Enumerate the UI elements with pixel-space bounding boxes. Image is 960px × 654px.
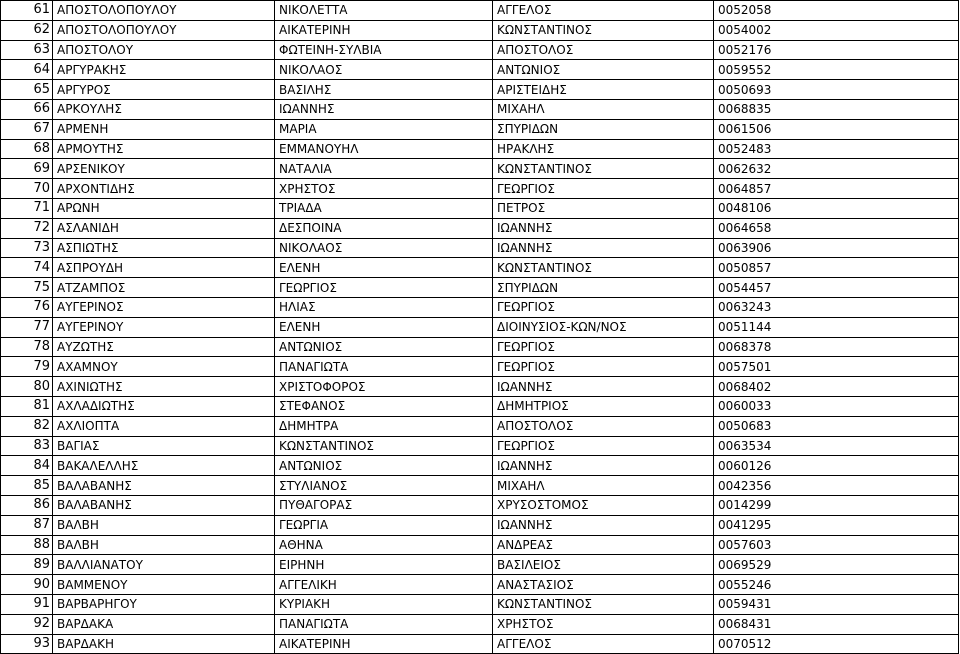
table-row bbox=[1, 139, 959, 159]
table-row bbox=[1, 357, 959, 377]
surname-cell: ΑΣΛΑΝΙΔΗ bbox=[53, 218, 275, 238]
registration-code-cell: 0050683 bbox=[714, 416, 959, 436]
father-name-cell: ΓΕΩΡΓΙΟΣ bbox=[493, 436, 714, 456]
first-name-cell: ΠΑΝΑΓΙΩΤΑ bbox=[275, 357, 493, 377]
row-number: 77 bbox=[1, 317, 53, 337]
surname-cell: ΑΡΚΟΥΛΗΣ bbox=[53, 99, 275, 119]
father-name-cell: ΑΠΟΣΤΟΛΟΣ bbox=[493, 40, 714, 60]
father-name-cell: ΚΩΝΣΤΑΝΤΙΝΟΣ bbox=[493, 20, 714, 40]
first-name-cell: ΧΡΗΣΤΟΣ bbox=[275, 179, 493, 199]
surname-cell: ΑΡΩΝΗ bbox=[53, 198, 275, 218]
first-name-cell: ΦΩΤΕΙΝΗ-ΣΥΛΒΙΑ bbox=[275, 40, 493, 60]
row-number: 69 bbox=[1, 159, 53, 179]
surname-cell: ΑΥΖΩΤΗΣ bbox=[53, 337, 275, 357]
row-number: 64 bbox=[1, 60, 53, 80]
father-name-cell: ΑΓΓΕΛΟΣ bbox=[493, 634, 714, 654]
table-row bbox=[1, 555, 959, 575]
first-name-cell: ΚΩΝΣΤΑΝΤΙΝΟΣ bbox=[275, 436, 493, 456]
row-number: 65 bbox=[1, 80, 53, 100]
surname-cell: ΑΡΓΥΡΟΣ bbox=[53, 80, 275, 100]
row-number: 68 bbox=[1, 139, 53, 159]
first-name-cell: ΑΘΗΝΑ bbox=[275, 535, 493, 555]
registration-code-cell: 0068378 bbox=[714, 337, 959, 357]
surname-cell: ΒΑΛΛΙΑΝΑΤΟΥ bbox=[53, 555, 275, 575]
first-name-cell: ΣΤΕΦΑΝΟΣ bbox=[275, 396, 493, 416]
surname-cell: ΒΑΛΒΗ bbox=[53, 535, 275, 555]
table-row bbox=[1, 258, 959, 278]
first-name-cell: ΝΙΚΟΛΕΤΤΑ bbox=[275, 1, 493, 21]
row-number: 92 bbox=[1, 614, 53, 634]
registration-code-cell: 0051144 bbox=[714, 317, 959, 337]
row-number: 72 bbox=[1, 218, 53, 238]
row-number: 81 bbox=[1, 396, 53, 416]
father-name-cell: ΧΡΗΣΤΟΣ bbox=[493, 614, 714, 634]
row-number: 74 bbox=[1, 258, 53, 278]
table-row bbox=[1, 456, 959, 476]
registration-code-cell: 0014299 bbox=[714, 495, 959, 515]
father-name-cell: ΚΩΝΣΤΑΝΤΙΝΟΣ bbox=[493, 594, 714, 614]
table-row bbox=[1, 634, 959, 654]
father-name-cell: ΜΙΧΑΗΛ bbox=[493, 99, 714, 119]
registration-code-cell: 0041295 bbox=[714, 515, 959, 535]
table-row bbox=[1, 40, 959, 60]
row-number: 86 bbox=[1, 495, 53, 515]
surname-cell: ΑΧΛΙΟΠΤΑ bbox=[53, 416, 275, 436]
first-name-cell: ΗΛΙΑΣ bbox=[275, 297, 493, 317]
first-name-cell: ΠΑΝΑΓΙΩΤΑ bbox=[275, 614, 493, 634]
table-row bbox=[1, 515, 959, 535]
table-row bbox=[1, 317, 959, 337]
table-row bbox=[1, 297, 959, 317]
surname-cell: ΑΡΣΕΝΙΚΟΥ bbox=[53, 159, 275, 179]
row-number: 91 bbox=[1, 594, 53, 614]
surname-cell: ΒΑΛΒΗ bbox=[53, 515, 275, 535]
table-row bbox=[1, 614, 959, 634]
registration-code-cell: 0060126 bbox=[714, 456, 959, 476]
first-name-cell: ΜΑΡΙΑ bbox=[275, 119, 493, 139]
row-number: 84 bbox=[1, 456, 53, 476]
father-name-cell: ΔΙΟΙΝΥΣΙΟΣ-ΚΩΝ/ΝΟΣ bbox=[493, 317, 714, 337]
row-number: 61 bbox=[1, 1, 53, 21]
registration-code-cell: 0054002 bbox=[714, 20, 959, 40]
row-number: 66 bbox=[1, 99, 53, 119]
father-name-cell: ΓΕΩΡΓΙΟΣ bbox=[493, 337, 714, 357]
father-name-cell: ΓΕΩΡΓΙΟΣ bbox=[493, 357, 714, 377]
first-name-cell: ΤΡΙΑΔΑ bbox=[275, 198, 493, 218]
registration-code-cell: 0055246 bbox=[714, 575, 959, 595]
table-row bbox=[1, 377, 959, 397]
surname-cell: ΑΥΓΕΡΙΝΟΥ bbox=[53, 317, 275, 337]
father-name-cell: ΙΩΑΝΝΗΣ bbox=[493, 238, 714, 258]
registration-code-cell: 0057501 bbox=[714, 357, 959, 377]
surname-cell: ΑΠΟΣΤΟΛΟΠΟΥΛΟΥ bbox=[53, 1, 275, 21]
table-row bbox=[1, 416, 959, 436]
first-name-cell: ΑΙΚΑΤΕΡΙΝΗ bbox=[275, 20, 493, 40]
surname-cell: ΑΡΜΕΝΗ bbox=[53, 119, 275, 139]
table-row bbox=[1, 159, 959, 179]
first-name-cell: ΓΕΩΡΓΙΑ bbox=[275, 515, 493, 535]
row-number: 73 bbox=[1, 238, 53, 258]
registration-code-cell: 0052483 bbox=[714, 139, 959, 159]
registration-code-cell: 0068431 bbox=[714, 614, 959, 634]
first-name-cell: ΑΝΤΩΝΙΟΣ bbox=[275, 337, 493, 357]
first-name-cell: ΑΝΤΩΝΙΟΣ bbox=[275, 456, 493, 476]
father-name-cell: ΑΝΤΩΝΙΟΣ bbox=[493, 60, 714, 80]
father-name-cell: ΚΩΝΣΤΑΝΤΙΝΟΣ bbox=[493, 159, 714, 179]
row-number: 62 bbox=[1, 20, 53, 40]
registration-code-cell: 0069529 bbox=[714, 555, 959, 575]
father-name-cell: ΑΠΟΣΤΟΛΟΣ bbox=[493, 416, 714, 436]
table-row bbox=[1, 436, 959, 456]
father-name-cell: ΑΝΔΡΕΑΣ bbox=[493, 535, 714, 555]
table-row bbox=[1, 476, 959, 496]
first-name-cell: ΧΡΙΣΤΟΦΟΡΟΣ bbox=[275, 377, 493, 397]
first-name-cell: ΕΜΜΑΝΟΥΗΛ bbox=[275, 139, 493, 159]
row-number: 87 bbox=[1, 515, 53, 535]
first-name-cell: ΕΛΕΝΗ bbox=[275, 258, 493, 278]
surname-cell: ΒΑΡΔΑΚΑ bbox=[53, 614, 275, 634]
registration-code-cell: 0059552 bbox=[714, 60, 959, 80]
surname-cell: ΒΑΡΒΑΡΗΓΟΥ bbox=[53, 594, 275, 614]
registration-code-cell: 0063906 bbox=[714, 238, 959, 258]
surname-cell: ΑΣΠΙΩΤΗΣ bbox=[53, 238, 275, 258]
father-name-cell: ΙΩΑΝΝΗΣ bbox=[493, 218, 714, 238]
father-name-cell: ΜΙΧΑΗΛ bbox=[493, 476, 714, 496]
table-row bbox=[1, 238, 959, 258]
father-name-cell: ΑΡΙΣΤΕΙΔΗΣ bbox=[493, 80, 714, 100]
row-number: 70 bbox=[1, 179, 53, 199]
row-number: 63 bbox=[1, 40, 53, 60]
row-number: 89 bbox=[1, 555, 53, 575]
surname-cell: ΑΡΜΟΥΤΗΣ bbox=[53, 139, 275, 159]
first-name-cell: ΑΙΚΑΤΕΡΙΝΗ bbox=[275, 634, 493, 654]
first-name-cell: ΒΑΣΙΛΗΣ bbox=[275, 80, 493, 100]
father-name-cell: ΑΓΓΕΛΟΣ bbox=[493, 1, 714, 21]
registration-code-cell: 0052058 bbox=[714, 1, 959, 21]
father-name-cell: ΑΝΑΣΤΑΣΙΟΣ bbox=[493, 575, 714, 595]
row-number: 67 bbox=[1, 119, 53, 139]
row-number: 80 bbox=[1, 377, 53, 397]
surname-cell: ΒΑΓΙΑΣ bbox=[53, 436, 275, 456]
row-number: 78 bbox=[1, 337, 53, 357]
surname-cell: ΑΧΑΜΝΟΥ bbox=[53, 357, 275, 377]
father-name-cell: ΓΕΩΡΓΙΟΣ bbox=[493, 179, 714, 199]
table-row bbox=[1, 594, 959, 614]
registration-code-cell: 0042356 bbox=[714, 476, 959, 496]
first-name-cell: ΕΙΡΗΝΗ bbox=[275, 555, 493, 575]
registration-code-cell: 0064658 bbox=[714, 218, 959, 238]
row-number: 82 bbox=[1, 416, 53, 436]
surname-cell: ΑΥΓΕΡΙΝΟΣ bbox=[53, 297, 275, 317]
table-row bbox=[1, 535, 959, 555]
registration-code-cell: 0048106 bbox=[714, 198, 959, 218]
first-name-cell: ΕΛΕΝΗ bbox=[275, 317, 493, 337]
registration-code-cell: 0052176 bbox=[714, 40, 959, 60]
table-row bbox=[1, 20, 959, 40]
registration-code-cell: 0050693 bbox=[714, 80, 959, 100]
surname-cell: ΒΑΜΜΕΝΟΥ bbox=[53, 575, 275, 595]
table-row bbox=[1, 1, 959, 21]
table-row bbox=[1, 396, 959, 416]
first-name-cell: ΓΕΩΡΓΙΟΣ bbox=[275, 278, 493, 298]
registration-code-cell: 0063534 bbox=[714, 436, 959, 456]
surname-cell: ΒΑΚΑΛΕΛΛΗΣ bbox=[53, 456, 275, 476]
registration-code-cell: 0070512 bbox=[714, 634, 959, 654]
registration-code-cell: 0059431 bbox=[714, 594, 959, 614]
table-row bbox=[1, 198, 959, 218]
surname-cell: ΑΠΟΣΤΟΛΟΠΟΥΛΟΥ bbox=[53, 20, 275, 40]
row-number: 93 bbox=[1, 634, 53, 654]
father-name-cell: ΠΕΤΡΟΣ bbox=[493, 198, 714, 218]
registration-code-cell: 0061506 bbox=[714, 119, 959, 139]
row-number: 85 bbox=[1, 476, 53, 496]
surname-cell: ΑΧΛΑΔΙΩΤΗΣ bbox=[53, 396, 275, 416]
father-name-cell: ΓΕΩΡΓΙΟΣ bbox=[493, 297, 714, 317]
father-name-cell: ΙΩΑΝΝΗΣ bbox=[493, 377, 714, 397]
row-number: 79 bbox=[1, 357, 53, 377]
first-name-cell: ΝΙΚΟΛΑΟΣ bbox=[275, 238, 493, 258]
father-name-cell: ΙΩΑΝΝΗΣ bbox=[493, 456, 714, 476]
surname-cell: ΒΑΛΑΒΑΝΗΣ bbox=[53, 495, 275, 515]
row-number: 76 bbox=[1, 297, 53, 317]
row-number: 75 bbox=[1, 278, 53, 298]
registration-code-cell: 0068402 bbox=[714, 377, 959, 397]
row-number: 83 bbox=[1, 436, 53, 456]
first-name-cell: ΙΩΑΝΝΗΣ bbox=[275, 99, 493, 119]
registration-code-cell: 0068835 bbox=[714, 99, 959, 119]
table-row bbox=[1, 179, 959, 199]
registration-code-cell: 0057603 bbox=[714, 535, 959, 555]
registration-code-cell: 0054457 bbox=[714, 278, 959, 298]
surname-cell: ΑΡΓΥΡΑΚΗΣ bbox=[53, 60, 275, 80]
father-name-cell: ΧΡΥΣΟΣΤΟΜΟΣ bbox=[493, 495, 714, 515]
first-name-cell: ΠΥΘΑΓΟΡΑΣ bbox=[275, 495, 493, 515]
first-name-cell: ΚΥΡΙΑΚΗ bbox=[275, 594, 493, 614]
table-row bbox=[1, 495, 959, 515]
surname-cell: ΑΧΙΝΙΩΤΗΣ bbox=[53, 377, 275, 397]
register-table-body bbox=[1, 1, 959, 654]
table-row bbox=[1, 575, 959, 595]
table-row bbox=[1, 337, 959, 357]
surname-cell: ΑΡΧΟΝΤΙΔΗΣ bbox=[53, 179, 275, 199]
first-name-cell: ΣΤΥΛΙΑΝΟΣ bbox=[275, 476, 493, 496]
father-name-cell: ΚΩΝΣΤΑΝΤΙΝΟΣ bbox=[493, 258, 714, 278]
surname-cell: ΒΑΡΔΑΚΗ bbox=[53, 634, 275, 654]
row-number: 88 bbox=[1, 535, 53, 555]
table-row bbox=[1, 278, 959, 298]
father-name-cell: ΒΑΣΙΛΕΙΟΣ bbox=[493, 555, 714, 575]
father-name-cell: ΣΠΥΡΙΔΩΝ bbox=[493, 119, 714, 139]
first-name-cell: ΑΓΓΕΛΙΚΗ bbox=[275, 575, 493, 595]
surname-cell: ΑΣΠΡΟΥΔΗ bbox=[53, 258, 275, 278]
table-row bbox=[1, 218, 959, 238]
surname-cell: ΒΑΛΑΒΑΝΗΣ bbox=[53, 476, 275, 496]
father-name-cell: ΔΗΜΗΤΡΙΟΣ bbox=[493, 396, 714, 416]
surname-cell: ΑΤΖΑΜΠΟΣ bbox=[53, 278, 275, 298]
father-name-cell: ΣΠΥΡΙΔΩΝ bbox=[493, 278, 714, 298]
table-row bbox=[1, 80, 959, 100]
father-name-cell: ΗΡΑΚΛΗΣ bbox=[493, 139, 714, 159]
first-name-cell: ΝΙΚΟΛΑΟΣ bbox=[275, 60, 493, 80]
first-name-cell: ΝΑΤΑΛΙΑ bbox=[275, 159, 493, 179]
first-name-cell: ΔΕΣΠΟΙΝΑ bbox=[275, 218, 493, 238]
first-name-cell: ΔΗΜΗΤΡΑ bbox=[275, 416, 493, 436]
father-name-cell: ΙΩΑΝΝΗΣ bbox=[493, 515, 714, 535]
registration-code-cell: 0050857 bbox=[714, 258, 959, 278]
table-row bbox=[1, 60, 959, 80]
row-number: 90 bbox=[1, 575, 53, 595]
row-number: 71 bbox=[1, 198, 53, 218]
registration-code-cell: 0062632 bbox=[714, 159, 959, 179]
registration-code-cell: 0063243 bbox=[714, 297, 959, 317]
surname-cell: ΑΠΟΣΤΟΛΟΥ bbox=[53, 40, 275, 60]
table-row bbox=[1, 119, 959, 139]
registration-code-cell: 0064857 bbox=[714, 179, 959, 199]
table-row bbox=[1, 99, 959, 119]
registration-code-cell: 0060033 bbox=[714, 396, 959, 416]
